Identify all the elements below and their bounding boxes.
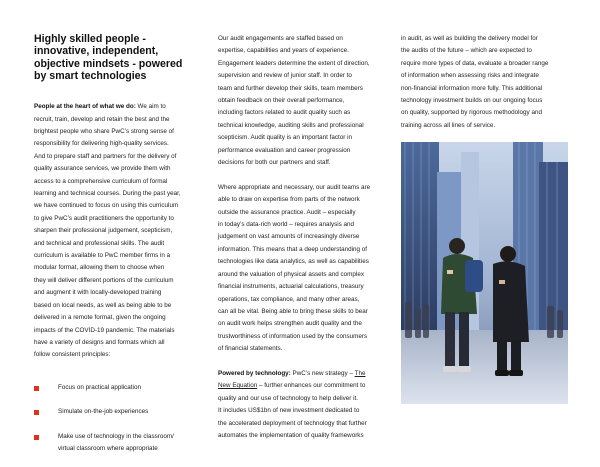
text-line: curriculum is available to PwC member firms in a (34, 252, 171, 260)
heading-line: objective mindsets - powered (34, 57, 183, 70)
text-line: expertise, capabilities and years of experience. (218, 47, 349, 55)
text-line: training across all lines of service. (401, 121, 496, 129)
text-line: It includes US$1bn of new investment dedicated to (218, 407, 360, 415)
text-line: in audit, as well as building the delivery model for (401, 35, 538, 42)
heading-line: innovative, independent, (34, 45, 159, 58)
column-middle (218, 33, 394, 442)
list-item (34, 406, 212, 418)
people-using-phones-photo (401, 142, 568, 404)
text-line: we have continued to focus on using this curriculum (34, 202, 179, 210)
list-item (34, 431, 212, 456)
text-line: quality assurance services, we provide them with (34, 165, 171, 173)
heading-line: Highly skilled people - (34, 33, 146, 45)
staffing-paragraph (218, 33, 394, 169)
text-line: We aim to (135, 103, 166, 111)
text-line: And to prepare staff and partners for the delivery of (34, 152, 177, 160)
text-line: Engagement leaders determine the extent of direction, (218, 59, 370, 67)
bullet-square-icon (34, 410, 39, 415)
text-line: responsibility for delivering high-quality services. (34, 140, 169, 148)
list-item (34, 382, 212, 394)
text-line: Where appropriate and necessary, our audit teams are (218, 183, 371, 191)
text-line: brightest people who share PwC’s strong sense of (34, 128, 174, 135)
text-line: supervision and review of junior staff. In order to (218, 72, 352, 80)
text-line: – further enhances our commitment to (257, 382, 366, 390)
principles-list (34, 382, 212, 456)
text-line: PwC’s new strategy – (290, 369, 355, 377)
text-line: have a variety of designs and formats which all (34, 338, 165, 346)
text-line: including factors related to audit quality such as (218, 109, 351, 117)
text-line: in today’s data-rich world – requires analysis and (218, 221, 355, 229)
text-line: they will deliver different portions of the curriculum (34, 276, 174, 284)
text-line: of information when assessing risks and integrate (401, 72, 539, 80)
text-line: modular format, allowing them to choose when (34, 264, 165, 272)
section-heading (34, 33, 212, 82)
text-line: automates the implementation of quality frameworks (218, 431, 364, 439)
column-right (401, 33, 579, 132)
intro-bold-lead: People at the heart of what we do: (34, 103, 136, 111)
list-item-text: Focus on practical application (58, 383, 141, 391)
text-line: and technical and professional skills. The audit (34, 239, 165, 247)
text-line: the audits of the future – which are expected to (401, 47, 532, 55)
text-line: require more types of data, evaluate a broader range (401, 59, 549, 67)
text-line: trustworthiness of information used by the consumers (218, 332, 368, 340)
text-line: technical knowledge, auditing skills and professional (218, 121, 364, 129)
text-line: team and further develop their skills, team members (218, 84, 363, 92)
text-line: financial instruments, actuarial calculations, treasury (218, 283, 364, 291)
text-line: the accelerated deployment of technology that further (218, 419, 367, 427)
expertise-paragraph (218, 182, 394, 356)
text-line: sharpen their professional judgement, scepticism, (34, 227, 173, 235)
text-line: quality and our use of technology to help deliver it. (218, 394, 359, 402)
text-line: able to draw on expertise from parts of the network (218, 196, 360, 204)
text-line: obtain feedback on their overall performance, (218, 97, 345, 105)
text-line: learning and technical courses. During the past year, (34, 190, 181, 198)
text-line: can all be vital. Being able to bring these skills to bear (218, 307, 368, 315)
text-line: impacts of the COVID-19 pandemic. The materials (34, 326, 175, 334)
text-line: technologies like data analytics, as well as capabilities (218, 258, 369, 266)
list-item-text: Simulate on-the-job experiences (58, 408, 149, 416)
text-line: non-financial information more fully. This additional (401, 84, 543, 92)
text-line: follow consistent principles: (34, 351, 111, 359)
text-line: on quality, supported by rigorous methodology and (401, 109, 542, 117)
text-line: around the valuation of physical assets and complex (218, 270, 364, 278)
technology-paragraph (218, 368, 394, 442)
list-item-text: Make use of technology in the classroom/ (58, 432, 174, 440)
intro-paragraph (34, 101, 212, 362)
text-line: of financial statements. (218, 345, 283, 353)
text-line: on audit work helps strengthen audit quality and the (218, 320, 362, 328)
text-line: recruit, train, develop and retain the best and the (34, 115, 170, 123)
text-line: decisions for both our partners and staff. (218, 159, 331, 167)
text-line: outside the assurance practice. Audit – especially (218, 208, 356, 216)
text-line: and augment it with locally-developed training (34, 289, 162, 297)
new-equation-link[interactable]: New Equation (218, 382, 258, 390)
list-item-text: virtual classroom where appropriate (58, 444, 158, 452)
text-line: technology investment builds on our ongoing focus (401, 97, 543, 105)
bullet-square-icon (34, 386, 39, 391)
text-line: scepticism. Audit quality is an important factor in (218, 134, 353, 142)
bullet-square-icon (34, 435, 39, 440)
text-line: to give PwC’s audit practitioners the opportunity to (34, 214, 174, 222)
text-line: access to a comprehensive curriculum of formal (34, 177, 168, 185)
text-line: judgement on vast amounts of increasingly diverse (218, 233, 360, 241)
text-line: Our audit engagements are staffed based on (218, 35, 343, 42)
text-line: delivered in a remote format, given the ongoing (34, 314, 166, 322)
text-line: operations, tax compliance, and many other areas, (218, 295, 360, 303)
text-line: performance evaluation and career progression (218, 146, 351, 154)
text-line: information. This means that a deep understanding of (218, 245, 368, 253)
heading-line: by smart technologies (34, 69, 147, 82)
new-equation-link[interactable]: The (354, 369, 366, 377)
technology-bold-lead: Powered by technology: (218, 369, 291, 377)
column-left (34, 33, 212, 467)
text-line: based on local needs, as well as being able to be (34, 301, 172, 309)
